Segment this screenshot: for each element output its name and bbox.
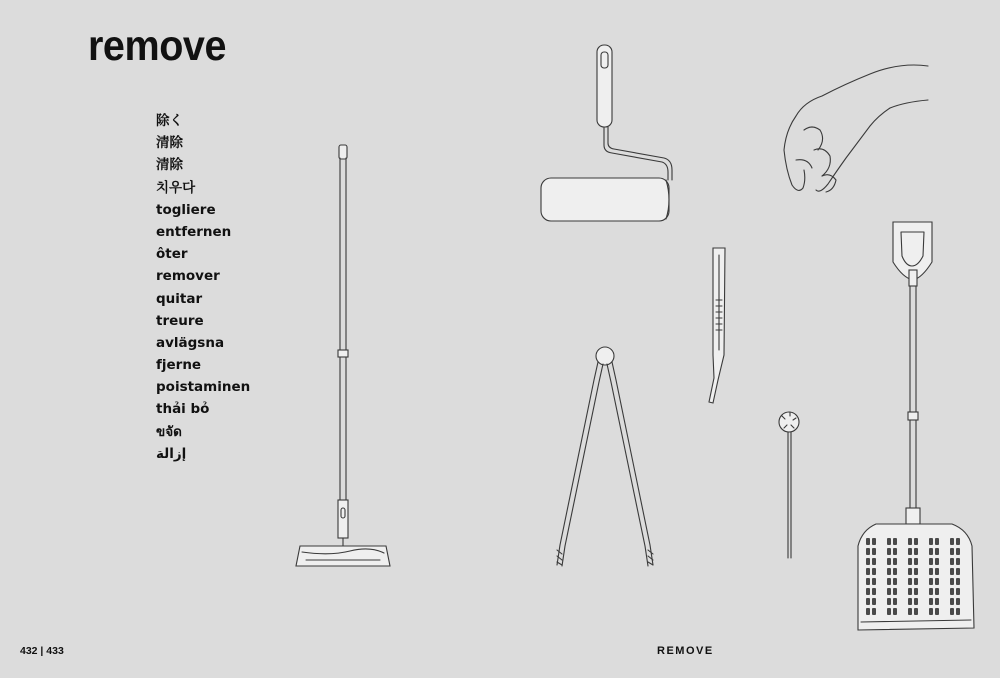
shovel-slot [956, 588, 960, 595]
shovel-slot [908, 568, 912, 575]
shovel-slot [929, 568, 933, 575]
shovel-slot [956, 598, 960, 605]
tweezers-illustration [709, 248, 725, 403]
shovel-slot [950, 548, 954, 555]
shovel-slot [908, 598, 912, 605]
shovel-slot [872, 578, 876, 585]
shovel-slot [872, 588, 876, 595]
translation-japanese: 除く [156, 113, 183, 129]
shovel-slot [929, 608, 933, 615]
shovel-slot [956, 538, 960, 545]
shovel-slot [887, 538, 891, 545]
shovel-slot [893, 588, 897, 595]
shovel-slot [950, 588, 954, 595]
shovel-slot [908, 558, 912, 565]
shovel-slot [914, 538, 918, 545]
shovel-slot [872, 608, 876, 615]
pinching-hand-illustration [784, 65, 928, 192]
shovel-slot [908, 578, 912, 585]
shovel-slot [908, 538, 912, 545]
translation-swedish: avlägsna [156, 334, 225, 351]
shovel-slot [935, 578, 939, 585]
shovel-slot [893, 608, 897, 615]
shovel-slot [935, 568, 939, 575]
translation-thai: ขจัด [156, 423, 182, 440]
tongs-illustration [557, 347, 653, 566]
shovel-slot [929, 548, 933, 555]
shovel-slot [914, 598, 918, 605]
shovel-slot [935, 538, 939, 545]
shovel-slot [929, 588, 933, 595]
shovel-slot [935, 548, 939, 555]
shovel-slot [866, 558, 870, 565]
shovel-slot [866, 588, 870, 595]
shovel-slot [887, 568, 891, 575]
page-folio: 432 | 433 [20, 645, 64, 657]
shovel-slot [950, 578, 954, 585]
shovel-slot [935, 558, 939, 565]
translation-norwegian: fjerne [156, 357, 202, 374]
shovel-slot [887, 598, 891, 605]
shovel-slot [866, 568, 870, 575]
page-title: remove [88, 22, 226, 70]
shovel-slot [893, 598, 897, 605]
shovel-slot [956, 568, 960, 575]
translation-korean: 치우다 [156, 179, 196, 196]
shovel-slot [950, 568, 954, 575]
translation-italian: togliere [156, 201, 216, 218]
shovel-slot [914, 548, 918, 555]
shovel-slot [872, 558, 876, 565]
lint-swab-illustration [779, 412, 799, 558]
shovel-slot [893, 558, 897, 565]
shovel-slot [872, 538, 876, 545]
shovel-slot [914, 588, 918, 595]
shovel-slot [872, 548, 876, 555]
translation-chinese-simplified: 清除 [156, 135, 183, 152]
shovel-slot [872, 598, 876, 605]
shovel-slot [929, 578, 933, 585]
shovel-slot [929, 598, 933, 605]
shovel-slot [866, 538, 870, 545]
translation-chinese-traditional: 清除 [156, 157, 183, 174]
paint-roller-illustration [541, 45, 672, 221]
floor-mop-illustration [296, 145, 390, 566]
shovel-slot [929, 538, 933, 545]
translation-vietnamese: thải bỏ [156, 401, 210, 418]
shovel-slot [872, 568, 876, 575]
shovel-slot [950, 538, 954, 545]
shovel-slot [914, 608, 918, 615]
translation-french: ôter [156, 246, 188, 263]
translation-catalan: treure [156, 312, 204, 329]
shovel-slot [956, 608, 960, 615]
shovel-slot [908, 588, 912, 595]
shovel-slot [866, 608, 870, 615]
shovel-slot [908, 608, 912, 615]
shovel-slot [887, 548, 891, 555]
shovel-slot [887, 588, 891, 595]
shovel-slot [950, 608, 954, 615]
shovel-slot [914, 578, 918, 585]
shovel-slot [866, 548, 870, 555]
shovel-slot [908, 548, 912, 555]
shovel-slot [887, 558, 891, 565]
shovel-slot [935, 608, 939, 615]
shovel-slot [893, 578, 897, 585]
shovel-slot [914, 568, 918, 575]
translation-finnish: poistaminen [156, 379, 251, 396]
shovel-slot [893, 568, 897, 575]
shovel-slot [887, 608, 891, 615]
shovel-slot [950, 558, 954, 565]
shovel-slot [866, 598, 870, 605]
translation-portuguese: remover [156, 268, 220, 285]
shovel-slot [929, 558, 933, 565]
shovel-slot [935, 598, 939, 605]
translation-arabic: إزالة [156, 445, 187, 462]
shovel-slot [956, 578, 960, 585]
shovel-slot [950, 598, 954, 605]
shovel-slot [956, 558, 960, 565]
shovel-slot [866, 578, 870, 585]
shovel-slot [914, 558, 918, 565]
shovel-slot [893, 548, 897, 555]
running-head: REMOVE [657, 645, 714, 657]
translation-spanish: quitar [156, 290, 203, 307]
shovel-slot [887, 578, 891, 585]
shovel-slot [893, 538, 897, 545]
translation-german: entfernen [156, 223, 232, 240]
shovel-slot [935, 588, 939, 595]
shovel-slot [956, 548, 960, 555]
